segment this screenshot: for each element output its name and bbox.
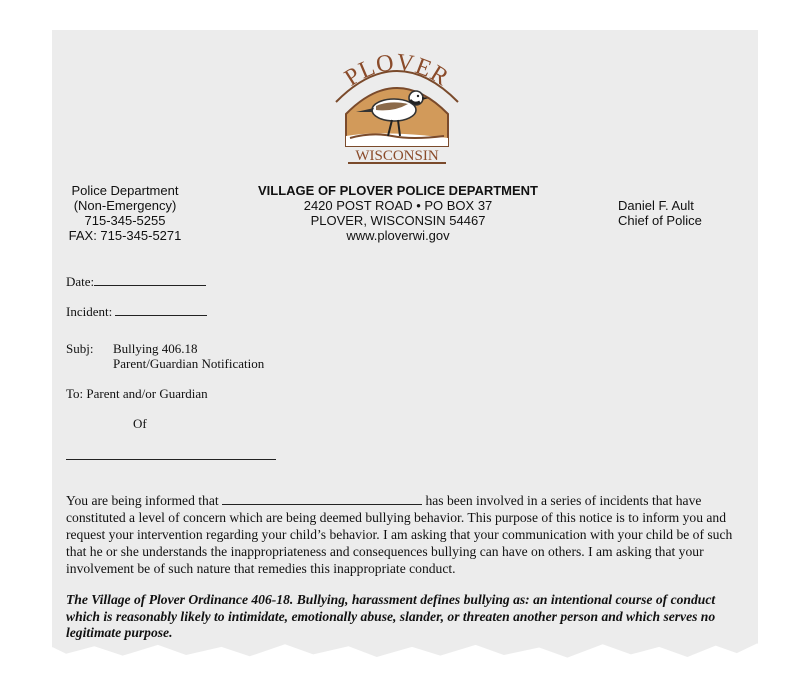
city-state-zip: PLOVER, WISCONSIN 54467 <box>310 213 486 228</box>
chief-title: Chief of Police <box>618 213 702 228</box>
notice-paragraph <box>66 492 742 577</box>
website-link: www.ploverwi.gov <box>346 228 450 243</box>
subject-label: Subj: <box>66 341 94 356</box>
non-emergency-label: (Non-Emergency) <box>73 198 177 213</box>
phone-number: 715-345-5255 <box>84 213 166 228</box>
recipient-blank-line <box>66 459 276 460</box>
intro-text-after: has been involved in a series of incidents that have constituted a level of concern which are being deemed bullying behavior. This purpose of this notice is to inform you and request your intervention regarding your child’s behavior. I am asking that your communication with your child be of such that he or she understands the inappropriateness and consequences bullying can have on others. I am asking that your involvement be of such nature that remedies this inappropriate conduct. <box>66 493 733 576</box>
letterhead-title: VILLAGE OF PLOVER POLICE DEPARTMENT <box>258 183 538 198</box>
department-contact-block <box>62 183 188 243</box>
department-name: Police Department <box>71 183 179 198</box>
ordinance-paragraph: The Village of Plover Ordinance 406-18. Bullying, harassment defines bullying as: an intentional course of conduct which is reasonably likely to intimidate, emotionally abuse, slander, or threaten another person and which serves no legitimate purpose. <box>66 592 716 640</box>
street-address: 2420 POST ROAD • PO BOX 37 <box>303 198 493 213</box>
date-field <box>66 274 206 290</box>
incident-field <box>66 304 207 320</box>
fax-number: FAX: 715-345-5271 <box>68 228 182 243</box>
intro-text-before: You are being informed that <box>66 493 219 508</box>
chief-name: Daniel F. Ault <box>618 198 694 213</box>
plover-bird-logo-icon <box>332 50 462 168</box>
svg-text:PLOVER <box>340 50 453 92</box>
subject-block <box>113 341 264 371</box>
logo-state-text: WISCONSIN <box>355 148 439 164</box>
date-label: Date: <box>66 274 95 289</box>
of-label: Of <box>133 416 147 431</box>
chief-block <box>618 198 720 228</box>
subject-line-2: Parent/Guardian Notification <box>113 356 265 371</box>
subject-line-1: Bullying 406.18 <box>113 341 198 356</box>
incident-label: Incident: <box>66 304 113 319</box>
to-label: To: Parent and/or Guardian <box>66 386 208 401</box>
date-blank-line <box>94 274 206 286</box>
child-name-blank-line <box>222 493 422 505</box>
incident-blank-line <box>115 304 207 316</box>
department-address-block <box>250 183 546 243</box>
logo-name-text: PLOVER <box>340 50 454 92</box>
